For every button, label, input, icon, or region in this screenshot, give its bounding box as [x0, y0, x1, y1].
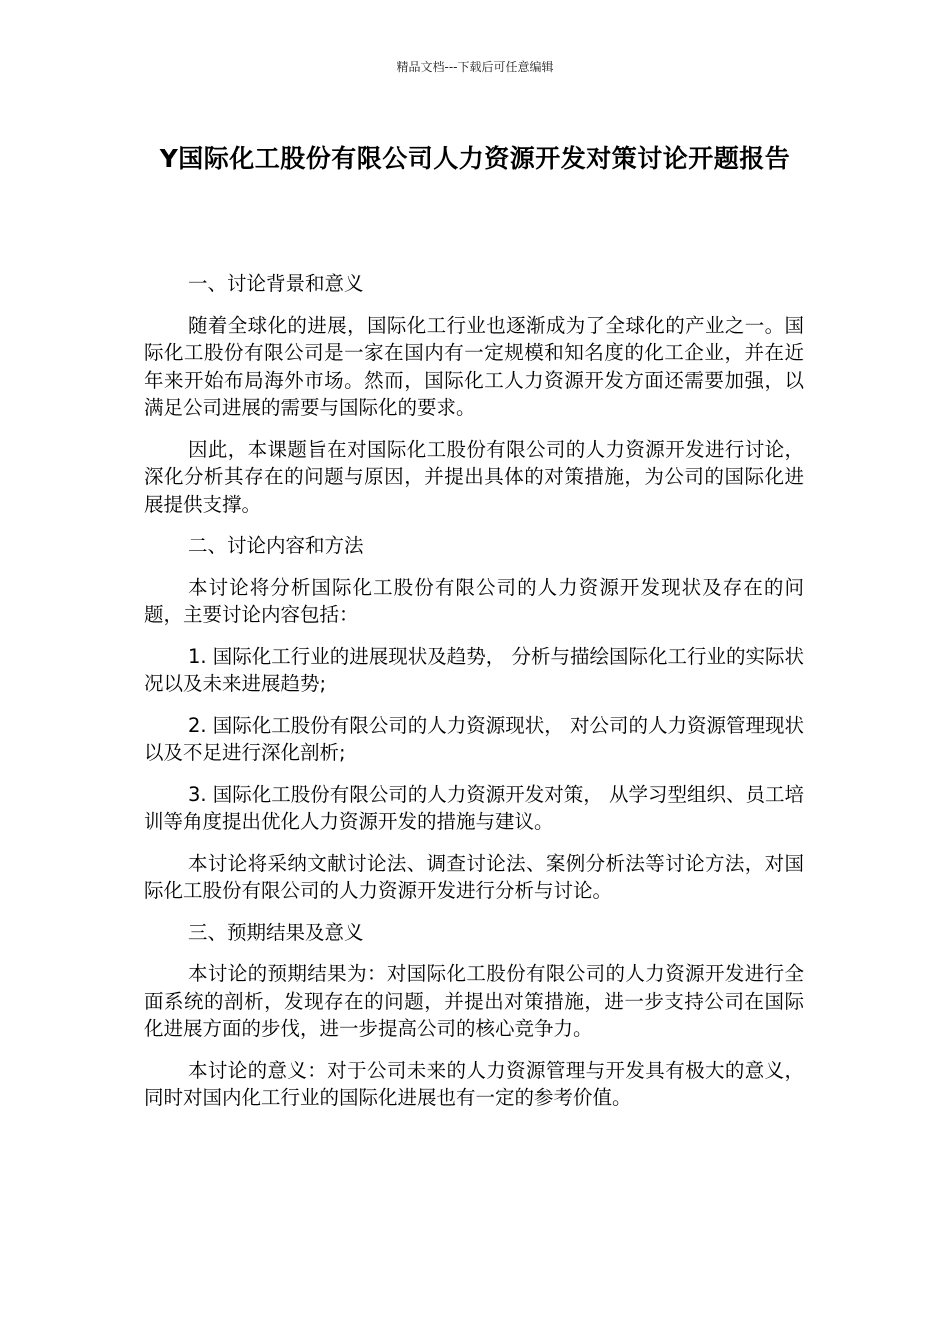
section-heading-background: 一、讨论背景和意义 [188, 272, 364, 295]
document-body [144, 270, 804, 1126]
section-heading-content-method: 二、讨论内容和方法 [188, 534, 364, 557]
body-paragraph: 本讨论将分析国际化工股份有限公司的人力资源开发现状及存在的问题，主要讨论内容包括： [144, 575, 804, 626]
section-heading-expected-results: 三、预期结果及意义 [188, 920, 364, 944]
page-header: 精品文档---下载后可任意编辑 [396, 60, 554, 74]
body-paragraph: 本讨论的意义：对于公司未来的人力资源管理与开发具有极大的意义，同时对国内化工行业的国际化进展也有一定的参考价值。 [144, 1058, 804, 1109]
list-item: 3. 国际化工股份有限公司的人力资源开发对策， 从学习型组织、员工培训等角度提出优化人力资源开发的措施与建议。 [144, 782, 805, 833]
body-paragraph: 随着全球化的进展，国际化工行业也逐渐成为了全球化的产业之一。国际化工股份有限公司是一家在国内有一定规模和知名度的化工企业，并在近年来开始布局海外市场。然而，国际化工人力资源开发方面还需要加强，以满足公司进展的需要与国际化的要求。 [144, 313, 804, 419]
list-item: 1. 国际化工行业的进展现状及趋势， 分析与描绘国际化工行业的实际状况以及未来进展趋势; [144, 644, 805, 695]
body-paragraph: 本讨论将采纳文献讨论法、调查讨论法、案例分析法等讨论方法，对国际化工股份有限公司的人力资源开发进行分析与讨论。 [144, 851, 804, 902]
document-title: Y国际化工股份有限公司人力资源开发对策讨论开题报告 [159, 144, 791, 173]
list-item: 2. 国际化工股份有限公司的人力资源现状， 对公司的人力资源管理现状以及不足进行深化剖析; [144, 713, 805, 764]
body-paragraph: 因此，本课题旨在对国际化工股份有限公司的人力资源开发进行讨论，深化分析其存在的问题与原因，并提出具体的对策措施，为公司的国际化进展提供支撑。 [144, 437, 804, 516]
body-paragraph: 本讨论的预期结果为：对国际化工股份有限公司的人力资源开发进行全面系统的剖析，发现存在的问题，并提出对策措施，进一步支持公司在国际化进展方面的步伐，进一步提高公司的核心竞争力。 [144, 962, 804, 1040]
